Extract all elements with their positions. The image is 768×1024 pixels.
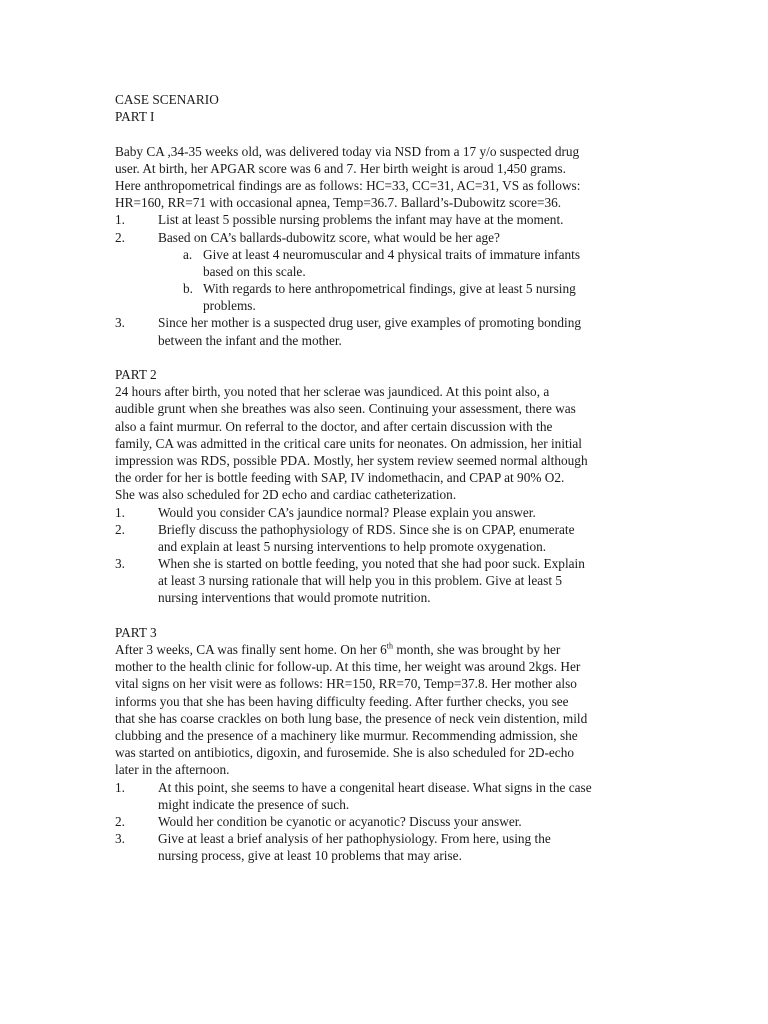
part3-question-3 [115,830,655,864]
question-text: Give at least a brief analysis of her pathophysiology. From here, using the [158,831,551,847]
part3-paragraph [115,641,655,779]
list-number: 3. [115,556,125,572]
paragraph-line: the order for her is bottle feeding with SAP, IV indomethacin, and CPAP at 90% O2. [115,470,565,486]
paragraph-line: She was also scheduled for 2D echo and cardiac catheterization. [115,487,457,503]
question-text: Briefly discuss the pathophysiology of RDS. Since she is on CPAP, enumerate [158,521,575,537]
part3-question-1 [115,779,655,813]
part1-paragraph [115,143,655,212]
question-text: List at least 5 possible nursing problems the infant may have at the moment. [158,212,564,228]
question-text: Based on CA’s ballards-dubowitz score, what would be her age? [158,229,500,245]
paragraph-line: audible grunt when she breathes was also seen. Continuing your assessment, there was [115,401,576,417]
part2-paragraph [115,383,655,503]
ordinal-suffix: th [386,641,394,651]
part2-heading: PART 2 [115,367,157,382]
question-text: Since her mother is a suspected drug user, give examples of promoting bonding [158,315,582,331]
question-text: between the infant and the mother. [158,332,342,348]
list-number: 2. [115,813,125,829]
list-number: 1. [115,779,125,795]
subquestion-text: Give at least 4 neuromuscular and 4 physical traits of immature infants [203,246,581,262]
document-body [115,91,655,864]
part1-question-2 [115,229,655,246]
part3-heading: PART 3 [115,624,157,640]
paragraph-line: impression was RDS, possible PDA. Mostly, her system review seemed normal although [115,452,588,468]
paragraph-line: was started on antibiotics, digoxin, and furosemide. She is also scheduled for 2D-echo [115,745,575,761]
paragraph-line: user. At birth, her APGAR score was 6 and 7. Her birth weight is aroud 1,450 grams. [115,160,566,176]
list-letter: a. [183,246,193,262]
list-number: 1. [115,504,125,520]
list-number: 2. [115,521,125,537]
paragraph-line: Here anthropometrical findings are as follows: HC=33, CC=31, AC=31, VS as follows: [115,177,581,193]
paragraph-line: vital signs on her visit were as follows: HR=150, RR=70, Temp=37.8. Her mother also [115,676,577,692]
paragraph-line: clubbing and the presence of a machinery like murmur. Recommending admission, she [115,727,578,743]
paragraph-line: that she has coarse crackles on both lung base, the presence of neck vein distention, mild [115,710,588,726]
paragraph-text: month, she was brought by her [393,642,561,657]
list-number: 3. [115,315,125,331]
paragraph-line: later in the afternoon. [115,762,230,778]
part1-question-3 [115,314,655,348]
spacer [115,125,655,142]
paragraph-line: HR=160, RR=71 with occasional apnea, Temp=36.7. Ballard’s-Dubowitz score=36. [115,195,562,211]
question-text: nursing interventions that would promote nutrition. [158,590,431,606]
question-text: Would her condition be cyanotic or acyanotic? Discuss your answer. [158,813,522,829]
list-letter: b. [183,281,193,297]
subquestion-text: problems. [203,298,256,314]
part2-question-1 [115,504,655,521]
question-text: nursing process, give at least 10 problems that may arise. [158,848,462,864]
paragraph-text: After 3 weeks, CA was finally sent home. On her 6 [115,642,387,657]
question-text: at least 3 nursing rationale that will help you in this problem. Give at least 5 [158,573,562,589]
question-text: Would you consider CA’s jaundice normal? Please explain you answer. [158,504,536,520]
part1-question-2a [115,246,655,280]
paragraph-line: also a faint murmur. On referral to the doctor, and after certain discussion with the [115,418,553,434]
paragraph-line: mother to the health clinic for follow-up. At this time, her weight was around 2kgs. Her [115,659,581,675]
part1-question-2b [115,280,655,314]
part3-question-2 [115,813,655,830]
question-text: might indicate the presence of such. [158,796,350,812]
subquestion-text: With regards to here anthropometrical findings, give at least 5 nursing [203,281,576,297]
spacer [115,607,655,624]
paragraph-line [115,641,655,658]
part1-heading: PART I [115,109,155,125]
question-text: When she is started on bottle feeding, you noted that she had poor suck. Explain [158,556,585,572]
part1-question-1 [115,211,655,228]
paragraph-line: 24 hours after birth, you noted that her sclerae was jaundiced. At this point also, a [115,384,550,400]
paragraph-line: family, CA was admitted in the critical care units for neonates. On admission, her initial [115,435,582,451]
paragraph-line: informs you that she has been having difficulty feeding. After further checks, you see [115,693,569,709]
part2-question-2 [115,521,655,555]
question-text: and explain at least 5 nursing interventions to help promote oxygenation. [158,538,547,554]
paragraph-line: Baby CA ,34-35 weeks old, was delivered today via NSD from a 17 y/o suspected drug [115,143,580,159]
subquestion-text: based on this scale. [203,263,306,279]
list-number: 2. [115,229,125,245]
spacer [115,349,655,366]
list-number: 1. [115,212,125,228]
document-title: CASE SCENARIO [115,92,219,107]
question-text: At this point, she seems to have a congenital heart disease. What signs in the case [158,779,592,795]
part2-question-3 [115,555,655,607]
list-number: 3. [115,831,125,847]
